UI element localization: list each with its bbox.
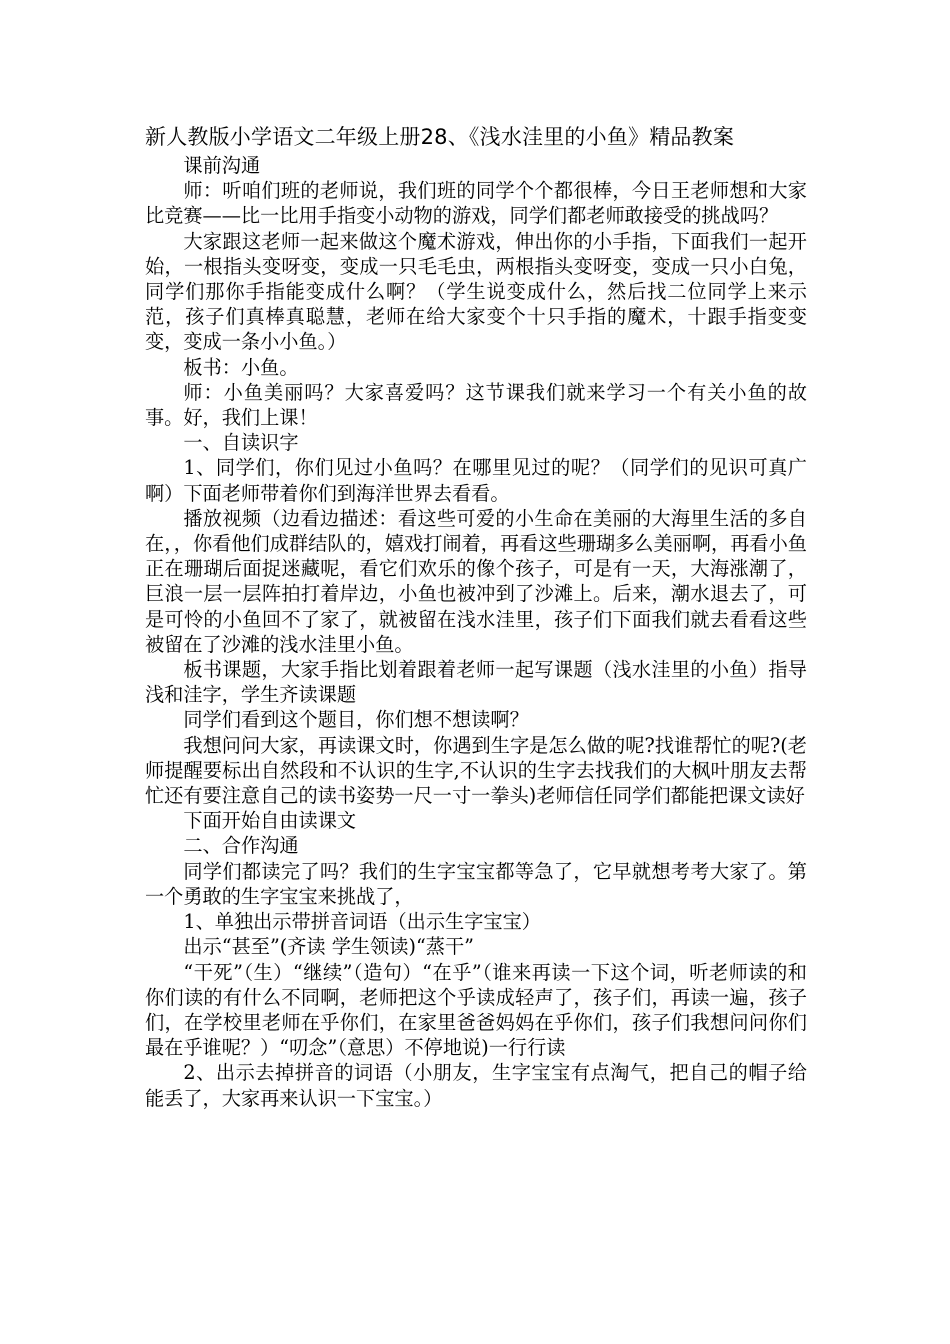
paragraph: “干死”（生）“继续”（造句）“在乎”（谁来再读一下这个词，听老师读的和你们读的有什么不同啊，老师把这个乎读成轻声了，孩子们，再读一遍，孩子们，在学校里老师在乎你们，在家里爸爸妈妈在乎你们，孩子们我想问问你们最在乎谁呢？）“叨念”（意思）不停地说)一行行读 [145, 960, 807, 1060]
document-title: 新人教版小学语文二年级上册28、《浅水洼里的小鱼》精品教案 [145, 125, 735, 149]
paragraph: 板书课题，大家手指比划着跟着老师一起写课题（浅水洼里的小鱼）指导浅和洼字，学生齐读课题 [145, 658, 807, 707]
document-page [145, 124, 807, 1111]
paragraph: 师：小鱼美丽吗？大家喜爱吗？这节课我们就来学习一个有关小鱼的故事。好，我们上课！ [145, 380, 807, 430]
section-heading: 一、自读识字 [183, 431, 299, 455]
paragraph: 出示“甚至”(齐读 学生领读)“蒸干” [183, 935, 474, 959]
paragraph: 同学们看到这个题目，你们想不想读啊？ [183, 708, 529, 732]
paragraph: 我想问问大家，再读课文时，你遇到生字是怎么做的呢?找谁帮忙的呢?(老师提醒要标出自然段和不认识的生字,不认识的生字去找我们的大枫叶朋友去帮忙还有要注意自己的读书姿势一尺一寸一拳头)老师信任同学们都能把课文读好 [145, 733, 807, 808]
paragraph: 师：听咱们班的老师说，我们班的同学个个都很棒，今日王老师想和大家比竞赛——比一比用手指变小动物的游戏，同学们都老师敢接受的挑战吗？ [145, 179, 807, 228]
paragraph: 2、出示去掉拼音的词语（小朋友，生字宝宝有点淘气，把自己的帽子给能丢了，大家再来认识一下宝宝。） [145, 1061, 807, 1110]
paragraph: 同学们都读完了吗？我们的生字宝宝都等急了，它早就想考考大家了。第一个勇敢的生字宝宝来挑战了， [145, 859, 807, 908]
paragraph: 课前沟通 [183, 154, 261, 177]
paragraph: 大家跟这老师一起来做这个魔术游戏，伸出你的小手指，下面我们一起开始，一根指头变呀变，变成一只毛毛虫，两根指头变呀变，变成一只小白兔，同学们那你手指能变成什么啊？（学生说变成什么，然后找二位同学上来示范，孩子们真棒真聪慧，老师在给大家变个十只手指的魔术，十跟手指变变变，变成一条小小鱼。） [145, 229, 807, 354]
paragraph: 1、同学们，你们见过小鱼吗？在哪里见过的呢？（同学们的见识可真广啊）下面老师带着你们到海洋世界去看看。 [145, 456, 807, 505]
paragraph: 下面开始自由读课文 [183, 809, 357, 833]
document-body [145, 153, 807, 1111]
paragraph: 播放视频（边看边描述：看这些可爱的小生命在美丽的大海里生活的多自在，，你看他们成群结队的，嬉戏打闹着，再看这些珊瑚多么美丽啊，再看小鱼正在珊瑚后面捉迷藏呢，看它们欢乐的像个孩子，可是有一天，大海涨潮了，巨浪一层一层阵拍打着岸边，小鱼也被冲到了沙滩上。后来，潮水退去了，可是可怜的小鱼回不了家了，就被留在浅水洼里，孩子们下面我们就去看看这些被留在了沙滩的浅水洼里小鱼。 [145, 506, 807, 656]
section-heading: 二、合作沟通 [183, 834, 299, 858]
paragraph: 1、单独出示带拼音词语（出示生字宝宝） [183, 910, 541, 934]
paragraph: 板书：小鱼。 [183, 355, 299, 379]
